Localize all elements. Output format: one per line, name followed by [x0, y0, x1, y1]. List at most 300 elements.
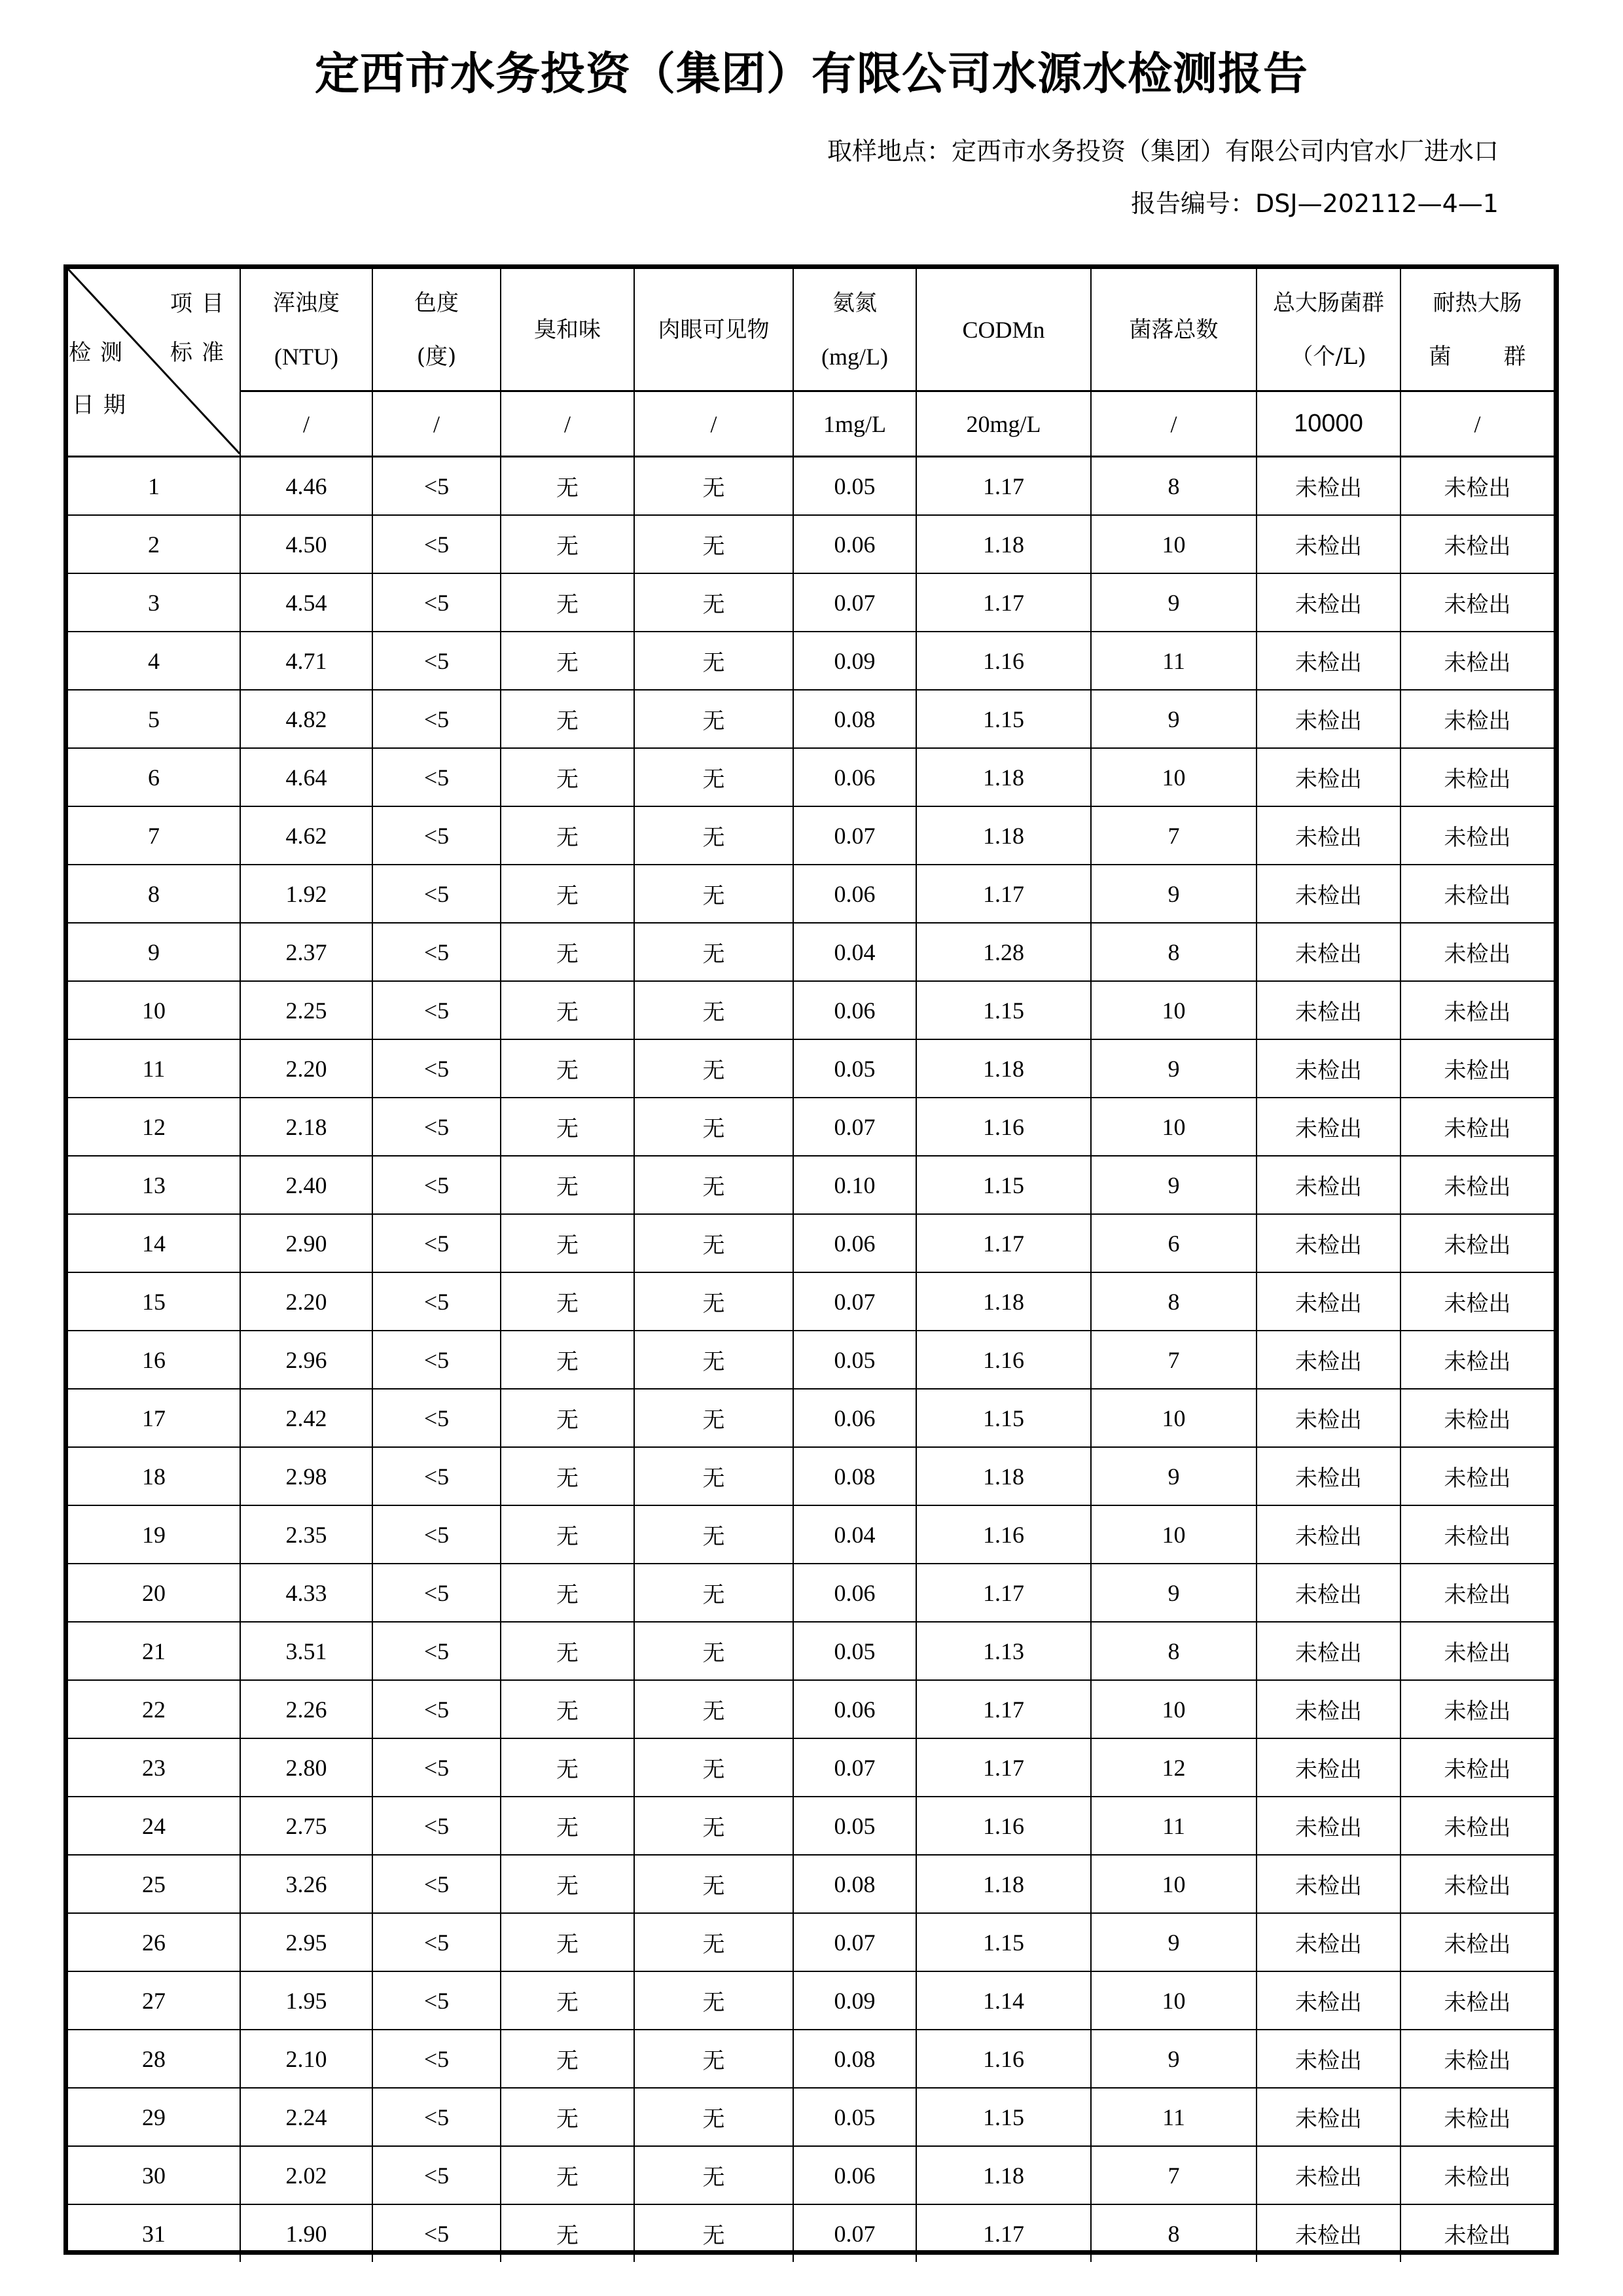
table-row [68, 1447, 1554, 1505]
cell-total-colonies: 9 [1091, 573, 1257, 632]
cell-odor-taste: 无 [501, 2146, 634, 2204]
cell-thermotolerant-coliforms: 未检出 [1400, 1797, 1554, 1855]
cell-ammonia-nitrogen: 0.09 [793, 632, 916, 690]
table-row [68, 981, 1554, 1039]
cell-visible-matter: 无 [634, 1797, 793, 1855]
col-header-thermotolerant-coliforms: 耐热大肠 菌 群 [1400, 269, 1554, 391]
cell-codmn: 1.18 [916, 1447, 1091, 1505]
cell-total-coliforms: 未检出 [1257, 1505, 1400, 1564]
cell-total-coliforms: 未检出 [1257, 806, 1400, 865]
col-header-odor-taste: 臭和味 [501, 269, 634, 391]
cell-odor-taste: 无 [501, 865, 634, 923]
cell-total-coliforms: 未检出 [1257, 1855, 1400, 1913]
corner-standard-label: 标准 [170, 340, 233, 366]
cell-turbidity: 2.95 [240, 1913, 372, 1971]
table-row [68, 1797, 1554, 1855]
cell-total-colonies: 10 [1091, 1389, 1257, 1447]
table-row [68, 457, 1554, 516]
standard-total-colonies: / [1091, 391, 1257, 457]
table-row [68, 806, 1554, 865]
cell-total-colonies: 10 [1091, 515, 1257, 573]
cell-thermotolerant-coliforms: 未检出 [1400, 1098, 1554, 1156]
cell-total-colonies: 12 [1091, 1738, 1257, 1797]
table-row [68, 2146, 1554, 2204]
cell-odor-taste: 无 [501, 981, 634, 1039]
cell-total-colonies: 7 [1091, 2146, 1257, 2204]
cell-date: 4 [68, 632, 240, 690]
cell-total-coliforms: 未检出 [1257, 1331, 1400, 1389]
cell-turbidity: 2.35 [240, 1505, 372, 1564]
cell-visible-matter: 无 [634, 981, 793, 1039]
cell-color: <5 [372, 1913, 501, 1971]
cell-date: 27 [68, 1971, 240, 2030]
cell-ammonia-nitrogen: 0.07 [793, 1272, 916, 1331]
cell-turbidity: 3.51 [240, 1622, 372, 1680]
cell-turbidity: 3.26 [240, 1855, 372, 1913]
cell-color: <5 [372, 457, 501, 516]
cell-total-coliforms: 未检出 [1257, 1447, 1400, 1505]
cell-total-coliforms: 未检出 [1257, 1156, 1400, 1214]
cell-total-colonies: 9 [1091, 1447, 1257, 1505]
cell-total-coliforms: 未检出 [1257, 1214, 1400, 1272]
cell-visible-matter: 无 [634, 690, 793, 748]
cell-color: <5 [372, 1331, 501, 1389]
cell-total-colonies: 8 [1091, 1622, 1257, 1680]
cell-color: <5 [372, 2146, 501, 2204]
cell-date: 17 [68, 1389, 240, 1447]
cell-odor-taste: 无 [501, 1797, 634, 1855]
standard-total-coliforms: 10000 [1257, 391, 1400, 457]
cell-ammonia-nitrogen: 0.06 [793, 1680, 916, 1738]
cell-visible-matter: 无 [634, 1680, 793, 1738]
cell-visible-matter: 无 [634, 573, 793, 632]
cell-odor-taste: 无 [501, 1331, 634, 1389]
col-header-turbidity: 浑浊度 (NTU) [240, 269, 372, 391]
col-header-total-colonies: 菌落总数 [1091, 269, 1257, 391]
table-row [68, 1738, 1554, 1797]
cell-date: 14 [68, 1214, 240, 1272]
cell-color: <5 [372, 1622, 501, 1680]
cell-color: <5 [372, 573, 501, 632]
cell-codmn: 1.16 [916, 1505, 1091, 1564]
cell-thermotolerant-coliforms: 未检出 [1400, 457, 1554, 516]
cell-color: <5 [372, 981, 501, 1039]
cell-date: 16 [68, 1331, 240, 1389]
cell-date: 26 [68, 1913, 240, 1971]
cell-ammonia-nitrogen: 0.07 [793, 806, 916, 865]
cell-thermotolerant-coliforms: 未检出 [1400, 748, 1554, 806]
test-results-table [68, 269, 1554, 2262]
table-row [68, 923, 1554, 981]
cell-thermotolerant-coliforms: 未检出 [1400, 1855, 1554, 1913]
cell-total-colonies: 8 [1091, 2204, 1257, 2262]
cell-color: <5 [372, 515, 501, 573]
cell-ammonia-nitrogen: 0.06 [793, 748, 916, 806]
cell-ammonia-nitrogen: 0.08 [793, 1447, 916, 1505]
cell-odor-taste: 无 [501, 2088, 634, 2146]
cell-color: <5 [372, 1039, 501, 1098]
cell-turbidity: 4.54 [240, 573, 372, 632]
table-row [68, 748, 1554, 806]
cell-turbidity: 2.10 [240, 2030, 372, 2088]
cell-visible-matter: 无 [634, 1098, 793, 1156]
cell-thermotolerant-coliforms: 未检出 [1400, 865, 1554, 923]
cell-total-colonies: 9 [1091, 1039, 1257, 1098]
cell-codmn: 1.15 [916, 1156, 1091, 1214]
cell-ammonia-nitrogen: 0.06 [793, 2146, 916, 2204]
cell-visible-matter: 无 [634, 1156, 793, 1214]
cell-ammonia-nitrogen: 0.07 [793, 573, 916, 632]
cell-turbidity: 4.50 [240, 515, 372, 573]
cell-total-coliforms: 未检出 [1257, 2030, 1400, 2088]
test-results-table-frame [63, 264, 1559, 2255]
cell-turbidity: 1.90 [240, 2204, 372, 2262]
cell-ammonia-nitrogen: 0.07 [793, 1913, 916, 1971]
cell-turbidity: 2.20 [240, 1272, 372, 1331]
cell-total-colonies: 9 [1091, 690, 1257, 748]
cell-thermotolerant-coliforms: 未检出 [1400, 923, 1554, 981]
corner-header-cell [68, 269, 240, 457]
cell-date: 28 [68, 2030, 240, 2088]
cell-thermotolerant-coliforms: 未检出 [1400, 1913, 1554, 1971]
cell-color: <5 [372, 1156, 501, 1214]
cell-thermotolerant-coliforms: 未检出 [1400, 1505, 1554, 1564]
cell-date: 2 [68, 515, 240, 573]
cell-odor-taste: 无 [501, 2030, 634, 2088]
table-row [68, 1680, 1554, 1738]
cell-total-coliforms: 未检出 [1257, 2204, 1400, 2262]
cell-odor-taste: 无 [501, 573, 634, 632]
cell-turbidity: 2.90 [240, 1214, 372, 1272]
cell-thermotolerant-coliforms: 未检出 [1400, 1039, 1554, 1098]
cell-total-colonies: 11 [1091, 1797, 1257, 1855]
col-header-color: 色度 (度) [372, 269, 501, 391]
cell-ammonia-nitrogen: 0.08 [793, 1855, 916, 1913]
cell-date: 19 [68, 1505, 240, 1564]
cell-ammonia-nitrogen: 0.05 [793, 1331, 916, 1389]
cell-odor-taste: 无 [501, 457, 634, 516]
table-row [68, 1272, 1554, 1331]
cell-thermotolerant-coliforms: 未检出 [1400, 515, 1554, 573]
cell-odor-taste: 无 [501, 1505, 634, 1564]
table-row [68, 2030, 1554, 2088]
cell-total-coliforms: 未检出 [1257, 1039, 1400, 1098]
cell-turbidity: 4.46 [240, 457, 372, 516]
cell-total-colonies: 10 [1091, 981, 1257, 1039]
standard-color: / [372, 391, 501, 457]
cell-color: <5 [372, 748, 501, 806]
standard-ammonia-nitrogen: 1mg/L [793, 391, 916, 457]
cell-thermotolerant-coliforms: 未检出 [1400, 1272, 1554, 1331]
cell-date: 8 [68, 865, 240, 923]
cell-thermotolerant-coliforms: 未检出 [1400, 1622, 1554, 1680]
cell-thermotolerant-coliforms: 未检出 [1400, 1389, 1554, 1447]
cell-total-coliforms: 未检出 [1257, 1797, 1400, 1855]
cell-total-colonies: 6 [1091, 1214, 1257, 1272]
cell-color: <5 [372, 1214, 501, 1272]
corner-detect-label: 检测 [69, 340, 132, 366]
header-row-standards [68, 391, 1554, 457]
cell-codmn: 1.18 [916, 2146, 1091, 2204]
cell-turbidity: 2.24 [240, 2088, 372, 2146]
cell-total-colonies: 7 [1091, 806, 1257, 865]
cell-date: 12 [68, 1098, 240, 1156]
cell-ammonia-nitrogen: 0.05 [793, 1622, 916, 1680]
cell-ammonia-nitrogen: 0.10 [793, 1156, 916, 1214]
cell-odor-taste: 无 [501, 2204, 634, 2262]
cell-thermotolerant-coliforms: 未检出 [1400, 1331, 1554, 1389]
table-row [68, 1389, 1554, 1447]
cell-codmn: 1.15 [916, 1389, 1091, 1447]
table-row [68, 1039, 1554, 1098]
cell-color: <5 [372, 1855, 501, 1913]
cell-ammonia-nitrogen: 0.07 [793, 2204, 916, 2262]
cell-total-colonies: 8 [1091, 1272, 1257, 1331]
cell-color: <5 [372, 865, 501, 923]
cell-thermotolerant-coliforms: 未检出 [1400, 1564, 1554, 1622]
cell-thermotolerant-coliforms: 未检出 [1400, 1680, 1554, 1738]
cell-date: 3 [68, 573, 240, 632]
cell-date: 15 [68, 1272, 240, 1331]
corner-item-label: 项目 [170, 291, 233, 317]
cell-date: 7 [68, 806, 240, 865]
cell-codmn: 1.15 [916, 690, 1091, 748]
cell-date: 30 [68, 2146, 240, 2204]
cell-odor-taste: 无 [501, 1564, 634, 1622]
cell-odor-taste: 无 [501, 632, 634, 690]
cell-date: 11 [68, 1039, 240, 1098]
cell-color: <5 [372, 690, 501, 748]
table-row [68, 1331, 1554, 1389]
table-row [68, 632, 1554, 690]
table-row [68, 1156, 1554, 1214]
cell-ammonia-nitrogen: 0.09 [793, 1971, 916, 2030]
cell-odor-taste: 无 [501, 1738, 634, 1797]
cell-codmn: 1.15 [916, 1913, 1091, 1971]
cell-visible-matter: 无 [634, 806, 793, 865]
cell-color: <5 [372, 632, 501, 690]
cell-visible-matter: 无 [634, 1564, 793, 1622]
cell-color: <5 [372, 1564, 501, 1622]
cell-visible-matter: 无 [634, 2204, 793, 2262]
cell-ammonia-nitrogen: 0.05 [793, 2088, 916, 2146]
cell-visible-matter: 无 [634, 865, 793, 923]
cell-visible-matter: 无 [634, 1272, 793, 1331]
cell-odor-taste: 无 [501, 1855, 634, 1913]
cell-ammonia-nitrogen: 0.06 [793, 1564, 916, 1622]
cell-date: 21 [68, 1622, 240, 1680]
cell-total-colonies: 11 [1091, 2088, 1257, 2146]
cell-thermotolerant-coliforms: 未检出 [1400, 1156, 1554, 1214]
cell-visible-matter: 无 [634, 1447, 793, 1505]
cell-odor-taste: 无 [501, 1214, 634, 1272]
cell-ammonia-nitrogen: 0.07 [793, 1098, 916, 1156]
cell-date: 29 [68, 2088, 240, 2146]
cell-color: <5 [372, 1797, 501, 1855]
cell-total-colonies: 10 [1091, 1505, 1257, 1564]
report-title: 定西市水务投资（集团）有限公司水源水检测报告 [314, 48, 1308, 100]
cell-visible-matter: 无 [634, 632, 793, 690]
cell-codmn: 1.18 [916, 1039, 1091, 1098]
cell-turbidity: 2.18 [240, 1098, 372, 1156]
cell-visible-matter: 无 [634, 1971, 793, 2030]
cell-odor-taste: 无 [501, 806, 634, 865]
sampling-location: 取样地点：定西市水务投资（集团）有限公司内官水厂进水口 [827, 137, 1499, 166]
table-row [68, 1622, 1554, 1680]
cell-visible-matter: 无 [634, 748, 793, 806]
cell-total-coliforms: 未检出 [1257, 573, 1400, 632]
standard-turbidity: / [240, 391, 372, 457]
cell-visible-matter: 无 [634, 1214, 793, 1272]
cell-total-coliforms: 未检出 [1257, 1971, 1400, 2030]
cell-codmn: 1.15 [916, 2088, 1091, 2146]
cell-codmn: 1.17 [916, 2204, 1091, 2262]
cell-ammonia-nitrogen: 0.04 [793, 1505, 916, 1564]
cell-turbidity: 4.82 [240, 690, 372, 748]
col-header-total-coliforms: 总大肠菌群 （个/L) [1257, 269, 1400, 391]
cell-turbidity: 4.62 [240, 806, 372, 865]
cell-color: <5 [372, 1389, 501, 1447]
cell-date: 31 [68, 2204, 240, 2262]
table-row [68, 690, 1554, 748]
col-header-codmn: CODMn [916, 269, 1091, 391]
cell-date: 5 [68, 690, 240, 748]
cell-total-colonies: 9 [1091, 1156, 1257, 1214]
cell-turbidity: 2.37 [240, 923, 372, 981]
cell-thermotolerant-coliforms: 未检出 [1400, 1738, 1554, 1797]
cell-turbidity: 2.25 [240, 981, 372, 1039]
cell-total-colonies: 10 [1091, 1855, 1257, 1913]
header-row-items [68, 269, 1554, 391]
cell-turbidity: 2.98 [240, 1447, 372, 1505]
cell-color: <5 [372, 1738, 501, 1797]
cell-total-coliforms: 未检出 [1257, 1680, 1400, 1738]
cell-total-coliforms: 未检出 [1257, 865, 1400, 923]
cell-ammonia-nitrogen: 0.07 [793, 1738, 916, 1797]
table-row [68, 2088, 1554, 2146]
cell-visible-matter: 无 [634, 1331, 793, 1389]
cell-codmn: 1.16 [916, 2030, 1091, 2088]
cell-date: 22 [68, 1680, 240, 1738]
cell-codmn: 1.15 [916, 981, 1091, 1039]
cell-date: 13 [68, 1156, 240, 1214]
cell-total-coliforms: 未检出 [1257, 1098, 1400, 1156]
cell-turbidity: 2.96 [240, 1331, 372, 1389]
cell-codmn: 1.17 [916, 1680, 1091, 1738]
cell-ammonia-nitrogen: 0.06 [793, 981, 916, 1039]
cell-odor-taste: 无 [501, 1098, 634, 1156]
cell-total-coliforms: 未检出 [1257, 1272, 1400, 1331]
table-row [68, 1913, 1554, 1971]
cell-turbidity: 1.92 [240, 865, 372, 923]
cell-visible-matter: 无 [634, 1505, 793, 1564]
cell-visible-matter: 无 [634, 923, 793, 981]
col-header-ammonia-nitrogen: 氨氮 (mg/L) [793, 269, 916, 391]
cell-visible-matter: 无 [634, 1855, 793, 1913]
cell-odor-taste: 无 [501, 1971, 634, 2030]
cell-ammonia-nitrogen: 0.08 [793, 2030, 916, 2088]
cell-total-coliforms: 未检出 [1257, 2146, 1400, 2204]
cell-codmn: 1.17 [916, 865, 1091, 923]
standard-visible-matter: / [634, 391, 793, 457]
cell-visible-matter: 无 [634, 2088, 793, 2146]
cell-odor-taste: 无 [501, 1447, 634, 1505]
cell-total-colonies: 10 [1091, 748, 1257, 806]
cell-turbidity: 4.33 [240, 1564, 372, 1622]
cell-turbidity: 2.75 [240, 1797, 372, 1855]
cell-odor-taste: 无 [501, 748, 634, 806]
cell-codmn: 1.17 [916, 1564, 1091, 1622]
cell-color: <5 [372, 806, 501, 865]
cell-ammonia-nitrogen: 0.05 [793, 457, 916, 516]
cell-visible-matter: 无 [634, 1622, 793, 1680]
cell-ammonia-nitrogen: 0.08 [793, 690, 916, 748]
cell-total-coliforms: 未检出 [1257, 457, 1400, 516]
table-row [68, 515, 1554, 573]
table-row [68, 1855, 1554, 1913]
cell-ammonia-nitrogen: 0.06 [793, 1214, 916, 1272]
cell-total-coliforms: 未检出 [1257, 1622, 1400, 1680]
cell-thermotolerant-coliforms: 未检出 [1400, 2088, 1554, 2146]
cell-total-colonies: 9 [1091, 1913, 1257, 1971]
cell-codmn: 1.18 [916, 1855, 1091, 1913]
cell-codmn: 1.16 [916, 1098, 1091, 1156]
cell-codmn: 1.18 [916, 515, 1091, 573]
cell-thermotolerant-coliforms: 未检出 [1400, 2030, 1554, 2088]
cell-codmn: 1.18 [916, 806, 1091, 865]
cell-total-colonies: 9 [1091, 865, 1257, 923]
cell-ammonia-nitrogen: 0.05 [793, 1797, 916, 1855]
cell-thermotolerant-coliforms: 未检出 [1400, 1214, 1554, 1272]
cell-turbidity: 1.95 [240, 1971, 372, 2030]
cell-thermotolerant-coliforms: 未检出 [1400, 806, 1554, 865]
cell-color: <5 [372, 1098, 501, 1156]
cell-visible-matter: 无 [634, 2030, 793, 2088]
cell-total-coliforms: 未检出 [1257, 748, 1400, 806]
cell-color: <5 [372, 1447, 501, 1505]
cell-color: <5 [372, 2030, 501, 2088]
cell-date: 23 [68, 1738, 240, 1797]
cell-date: 9 [68, 923, 240, 981]
table-row [68, 1505, 1554, 1564]
cell-codmn: 1.13 [916, 1622, 1091, 1680]
cell-total-colonies: 10 [1091, 1680, 1257, 1738]
cell-visible-matter: 无 [634, 1039, 793, 1098]
cell-turbidity: 2.42 [240, 1389, 372, 1447]
cell-total-colonies: 9 [1091, 2030, 1257, 2088]
cell-total-coliforms: 未检出 [1257, 1913, 1400, 1971]
cell-date: 18 [68, 1447, 240, 1505]
cell-visible-matter: 无 [634, 1913, 793, 1971]
cell-thermotolerant-coliforms: 未检出 [1400, 1971, 1554, 2030]
cell-total-coliforms: 未检出 [1257, 1389, 1400, 1447]
cell-color: <5 [372, 2088, 501, 2146]
cell-odor-taste: 无 [501, 1156, 634, 1214]
cell-turbidity: 2.80 [240, 1738, 372, 1797]
cell-total-coliforms: 未检出 [1257, 690, 1400, 748]
cell-thermotolerant-coliforms: 未检出 [1400, 1447, 1554, 1505]
cell-codmn: 1.28 [916, 923, 1091, 981]
cell-color: <5 [372, 1505, 501, 1564]
cell-ammonia-nitrogen: 0.04 [793, 923, 916, 981]
cell-ammonia-nitrogen: 0.05 [793, 1039, 916, 1098]
cell-color: <5 [372, 1971, 501, 2030]
cell-total-coliforms: 未检出 [1257, 923, 1400, 981]
cell-date: 24 [68, 1797, 240, 1855]
cell-ammonia-nitrogen: 0.06 [793, 865, 916, 923]
cell-turbidity: 2.40 [240, 1156, 372, 1214]
cell-codmn: 1.18 [916, 748, 1091, 806]
